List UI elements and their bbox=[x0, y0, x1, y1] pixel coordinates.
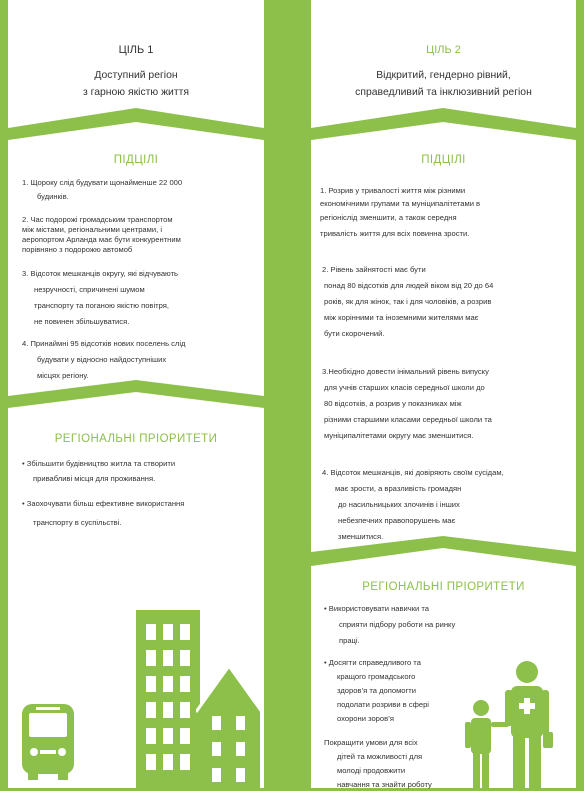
goal2-subgoal-3-line4: різними старшими класами середньої школи та bbox=[324, 415, 492, 424]
goal2-priority-3-line3: молоді продовжити bbox=[337, 766, 406, 775]
goal2-priority-1-line1: • Використовувати навички та bbox=[324, 604, 430, 613]
goal2-subgoal-4-line3: до насильницьких злочинів і інших bbox=[338, 500, 460, 509]
goal1-label: ЦІЛЬ 1 bbox=[118, 44, 154, 56]
goal1-column bbox=[8, 0, 264, 788]
goal1-priority-2-line2: транспорту в суспільстві. bbox=[33, 518, 122, 527]
goal2-subgoal-1-line3: регіоніслід зменшити, а також середня bbox=[320, 213, 457, 222]
goal2-subgoal-3-line2: для учнів старших класів середньої школи до bbox=[324, 383, 485, 392]
goal1-subgoal-4-line2: будувати у відносно найдоступніших bbox=[37, 355, 167, 364]
goal1-subgoal-1-line1: 1. Щороку слід будувати щонайменше 22 000 bbox=[22, 178, 183, 187]
tall-building-icon bbox=[132, 610, 204, 790]
goal1-title-line2: з гарною якістю життя bbox=[83, 87, 189, 98]
house-icon bbox=[196, 660, 262, 790]
goal1-subgoal-3-line3: транспорту та поганою якістю повітря, bbox=[34, 301, 169, 310]
goal1-subgoal-2-line4: порівняно з подорожю автомоб bbox=[22, 245, 133, 254]
goal2-priorities-heading: РЕГІОНАЛЬНІ ПРІОРИТЕТИ bbox=[362, 581, 525, 593]
goal2-subgoal-1-line2: економічними групами та муніципалітетами в bbox=[320, 199, 481, 208]
goal1-subgoal-2-line2: між містами, регіональними центрами, і bbox=[22, 225, 163, 234]
goal2-priority-2-line5: охорони зоров’я bbox=[337, 714, 394, 723]
goal2-title-line1: Відкритий, гендерно рівний, bbox=[376, 70, 511, 81]
goal2-priority-3-line4: навчання та знайти роботу bbox=[337, 780, 432, 789]
goal2-subgoal-1-line4: тривалість життя для всіх повинна зрости. bbox=[320, 229, 470, 238]
goal1-subgoal-3-line4: не повинен збільшуватися. bbox=[34, 317, 130, 326]
goal1-subgoal-2-line1: 2. Час подорожі громадським транспортом bbox=[22, 215, 173, 224]
goal2-subgoal-4-line5: зменшитися. bbox=[338, 532, 384, 541]
goal2-title-line2: справедливий та інклюзивний регіон bbox=[355, 87, 532, 98]
goal1-priority-1-line1: • Збільшити будівництво житла та створити bbox=[22, 459, 176, 468]
goal1-subgoal-4-line1: 4. Принаймні 95 відсотків нових поселень слід bbox=[22, 339, 186, 348]
goal2-label: ЦІЛЬ 2 bbox=[426, 44, 461, 56]
goal2-priority-2-line4: подолати розриви в сфері bbox=[337, 700, 429, 709]
goal2-subgoals-heading: ПІДЦІЛІ bbox=[421, 154, 466, 166]
goal1-subgoal-2-line3: аеропортом Арланда має бути конкурентним bbox=[22, 235, 181, 244]
goal1-priority-1-line2: привабливі місця для проживання. bbox=[33, 474, 156, 483]
goal2-priority-3-line2: дітей та можливості для bbox=[337, 752, 423, 761]
family-health-icon bbox=[459, 660, 569, 790]
goal1-subgoal-3-line1: 3. Відсоток мешканців округу, які відчувають bbox=[22, 269, 179, 278]
goal2-priority-2-line1: • Досягти справедливого та bbox=[324, 658, 421, 667]
goal2-subgoal-4-line2: має зрости, а вразливість громадян bbox=[335, 484, 462, 493]
goal2-priority-3-line1: Покращити умови для всіх bbox=[324, 738, 418, 747]
goal2-priority-2-line3: здоров’я та допомогти bbox=[337, 686, 417, 695]
goal1-priorities-heading: РЕГІОНАЛЬНІ ПРІОРИТЕТИ bbox=[54, 433, 218, 445]
goal2-column bbox=[311, 0, 576, 788]
goal1-subgoal-3-line2: незручності, спричинені шумом bbox=[34, 285, 145, 294]
goal2-subgoal-1-line1: 1. Розрив у тривалості життя між різними bbox=[320, 186, 466, 195]
goal2-priority-1-line2: сприяти підбору роботи на ринку bbox=[339, 620, 456, 629]
goal2-subgoal-2-line4: між корінними та іноземними жителями має bbox=[324, 313, 479, 322]
goal2-priority-1-line3: праці. bbox=[339, 636, 360, 645]
goal2-subgoal-2-line1: 2. Рівень зайнятості має бути bbox=[322, 265, 426, 274]
goal1-priority-2-line1: • Заохочувати більш ефективне використання bbox=[22, 499, 185, 508]
goal2-subgoal-3-line3: 80 відсотків, а розрив у показниках між bbox=[324, 399, 462, 408]
goal1-subgoal-4-line3: місцях регіону. bbox=[37, 371, 89, 380]
goal2-subgoal-4-line4: небезпечних правопорушень має bbox=[338, 516, 456, 525]
goal2-subgoal-3-line1: 3.Необхідно довести інімальний рівень випуску bbox=[322, 367, 489, 376]
goal2-subgoal-2-line5: бути скорочений. bbox=[324, 329, 385, 338]
goal1-subgoals-heading: ПІДЦІЛІ bbox=[113, 154, 159, 166]
goal2-subgoal-3-line5: муніципалітетами округу має зменшитися. bbox=[324, 431, 474, 440]
goal2-priority-2-line2: кращого громадського bbox=[337, 672, 416, 681]
goal2-subgoal-4-line1: 4. Відсоток мешканців, які довіряють своїм сусідам, bbox=[322, 468, 504, 477]
goal2-subgoal-2-line2: понад 80 відсотків для людей віком від 20 до 64 bbox=[324, 281, 494, 290]
goal2-subgoal-2-line3: років, як для жінок, так і для чоловіків, а розрив bbox=[324, 297, 492, 306]
goal1-title-line1: Доступний регіон bbox=[94, 70, 178, 81]
bus-icon bbox=[16, 700, 80, 780]
goal1-subgoal-1-line2: будинків. bbox=[37, 192, 69, 201]
